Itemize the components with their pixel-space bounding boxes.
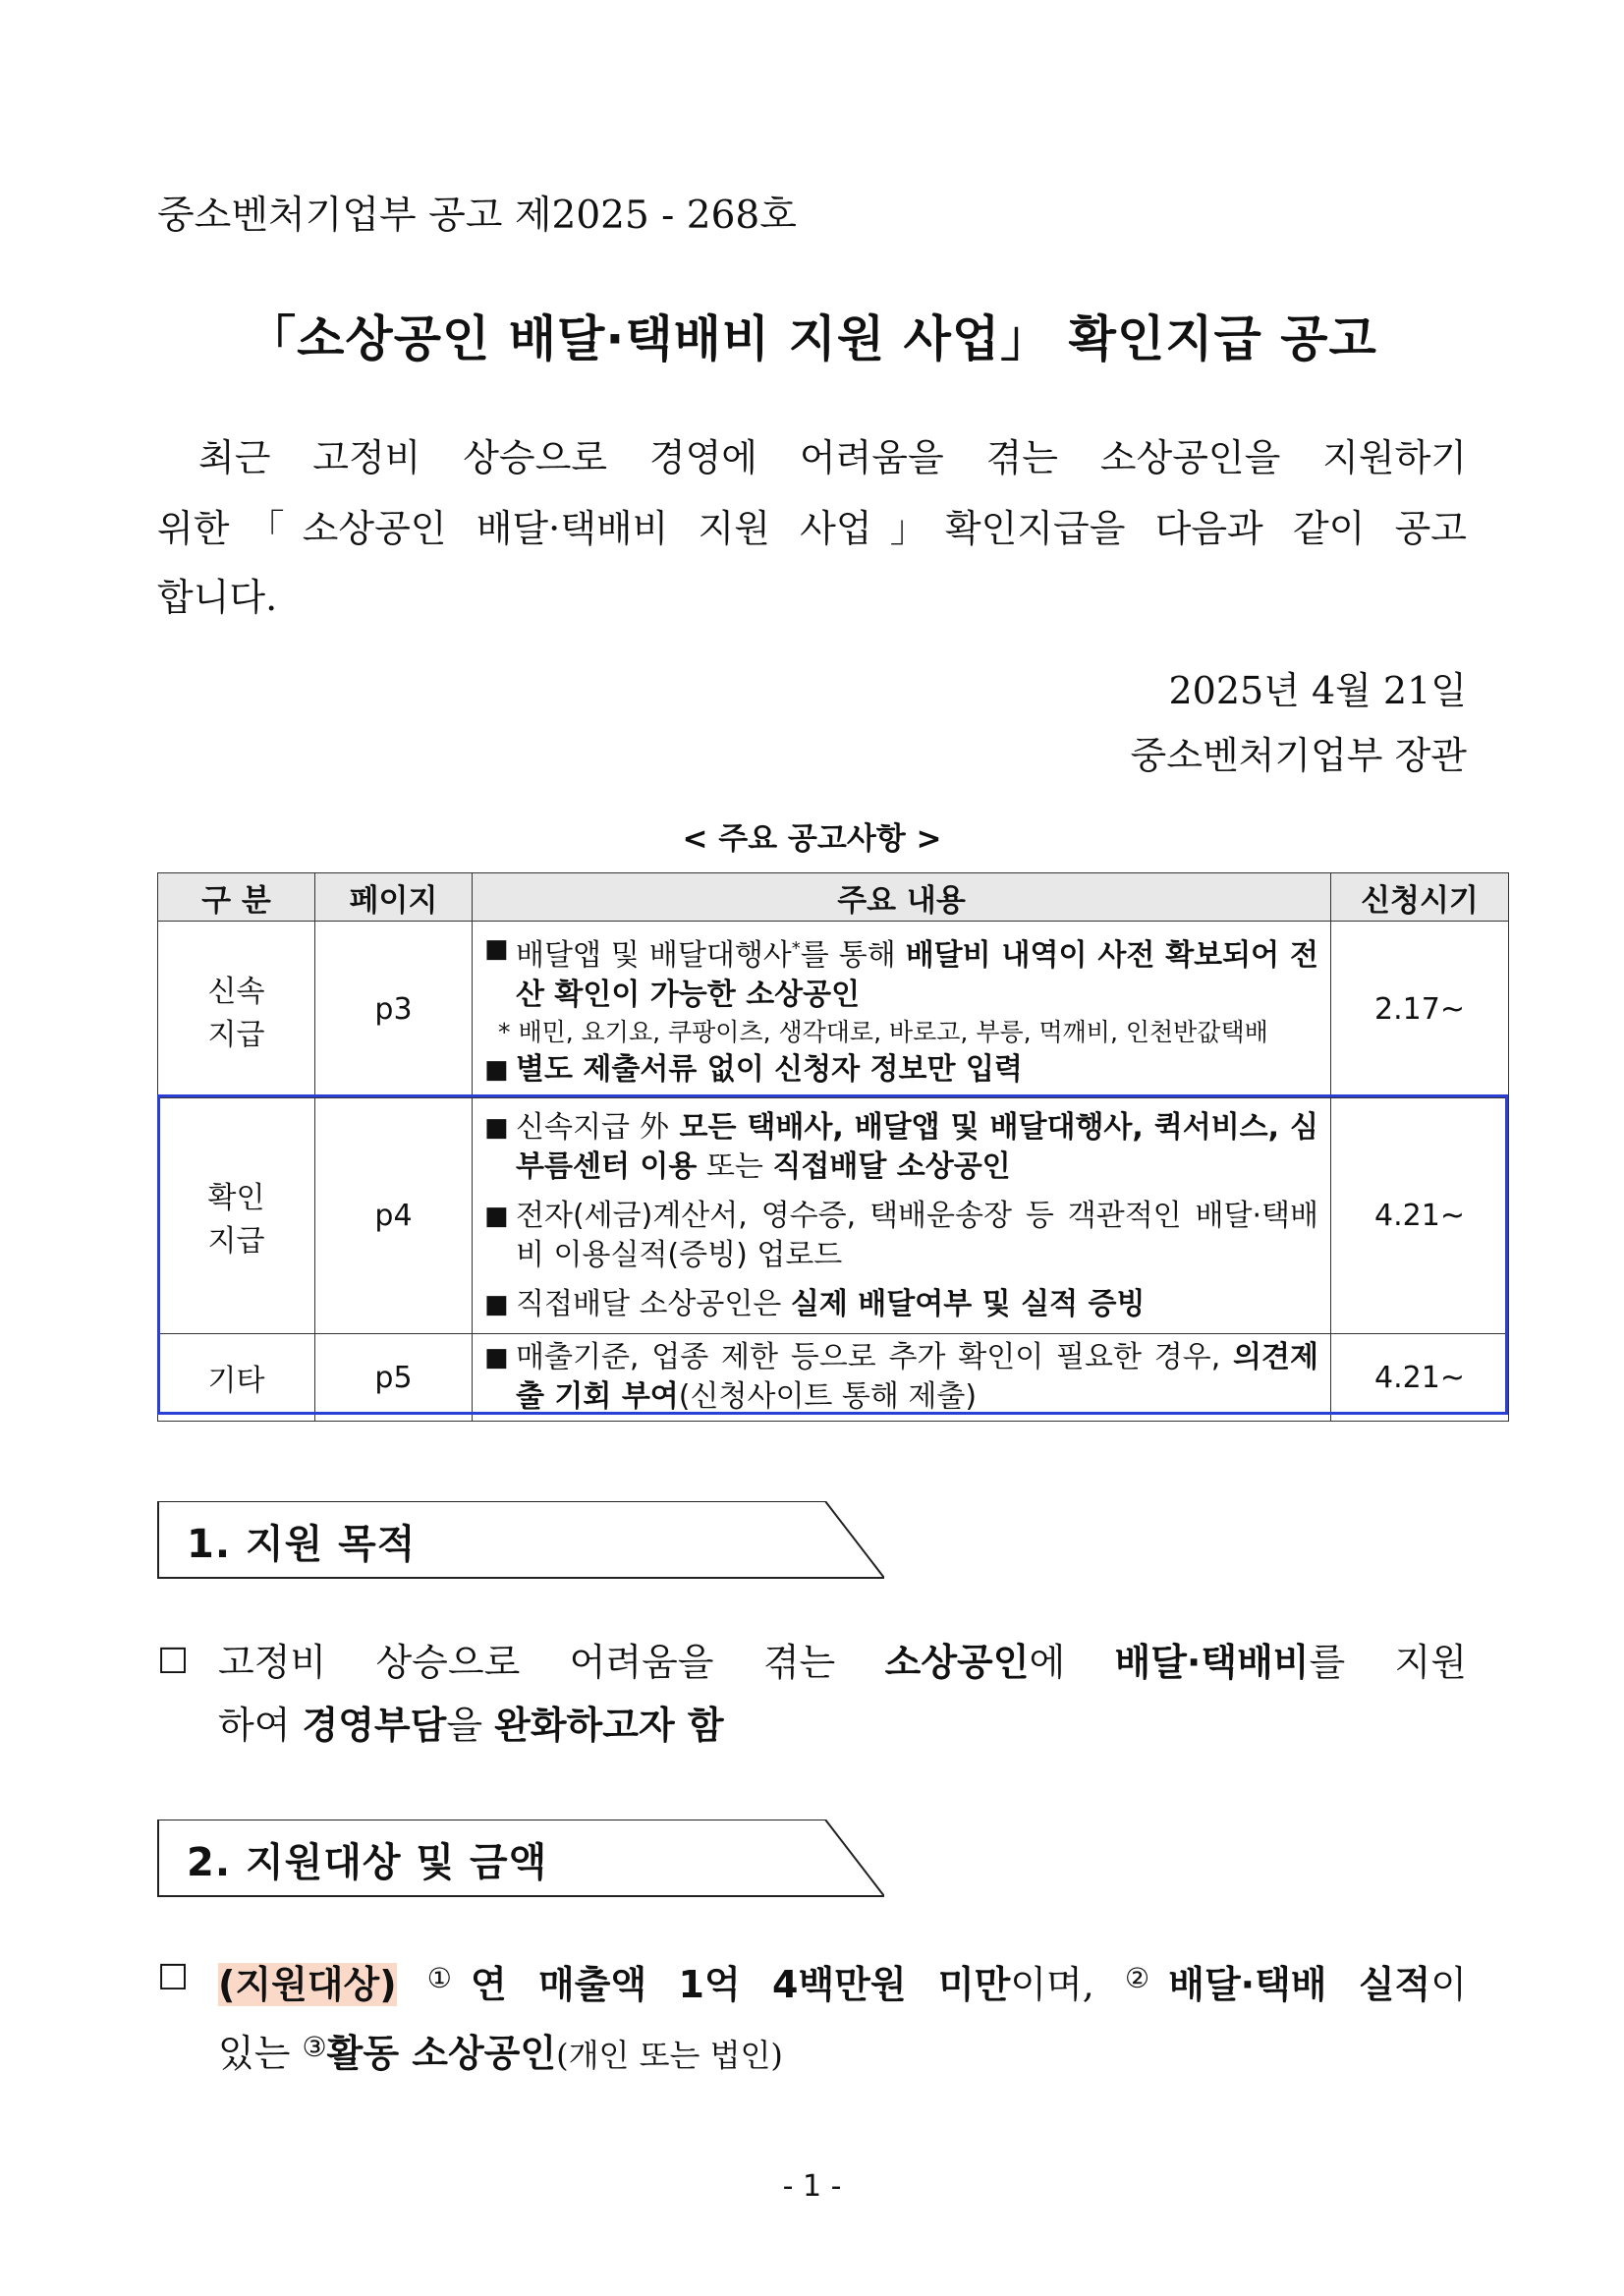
checkbox-square-icon: ☐ bbox=[157, 1642, 190, 1682]
footnote-text: * 배민, 요기요, 쿠팡이츠, 생각대로, 바로고, 부릉, 먹깨비, 인천반값택배 bbox=[498, 1018, 1268, 1046]
notice-date: 2025년 4월 21일 bbox=[1168, 669, 1467, 712]
bullet-square-icon: ■ bbox=[484, 1201, 509, 1231]
table-header-page: 페이지 bbox=[315, 873, 473, 922]
circled-number: ③ bbox=[302, 2031, 327, 2063]
issuer: 중소벤처기업부 장관 bbox=[1130, 734, 1467, 777]
row-category bbox=[158, 1098, 315, 1334]
table-header-row bbox=[158, 873, 1509, 922]
bold-span: 연 매출액 1억 4백만원 미만 bbox=[471, 1963, 1011, 2006]
row-content bbox=[473, 922, 1331, 1098]
row-category: 기타 bbox=[158, 1334, 315, 1422]
row-period: 4.21~ bbox=[1331, 1098, 1509, 1334]
bold-span: 경영부담 bbox=[302, 1704, 447, 1747]
table-row bbox=[158, 922, 1509, 1098]
row-period: 2.17~ bbox=[1331, 922, 1509, 1098]
text-span: 매출기준, 업종 제한 등으로 추가 확인이 필요한 경우, bbox=[516, 1340, 1234, 1374]
bold-span: 실제 배달여부 및 실적 증빙 bbox=[790, 1286, 1146, 1321]
content-bullet bbox=[484, 929, 1318, 1015]
category-line: 지급 bbox=[207, 1223, 265, 1259]
bold-span: 배달·택배 실적 bbox=[1168, 1963, 1431, 2006]
bullet-square-icon: ■ bbox=[484, 1112, 509, 1143]
text-span: (신청사이트 통해 제출) bbox=[678, 1379, 978, 1414]
bullet-text bbox=[516, 1108, 1318, 1187]
category-line: 확인 bbox=[207, 1180, 265, 1215]
text-span: 이며, bbox=[1010, 1963, 1126, 2006]
text-span: (개인 또는 법인) bbox=[556, 2037, 783, 2074]
intro-line-2: 위한「소상공인 배달·택배비 지원 사업」확인지급을 다음과 같이 공고 bbox=[157, 507, 1467, 550]
table-header-period: 신청시기 bbox=[1331, 873, 1509, 922]
bold-span: 완화하고자 함 bbox=[494, 1704, 724, 1747]
text-span: 신속지급 外 bbox=[516, 1109, 680, 1145]
text-span: 또는 bbox=[697, 1148, 773, 1184]
bullet-text: 별도 제출서류 없이 신청자 정보만 입력 bbox=[516, 1052, 1023, 1087]
text-span: 하여 bbox=[218, 1704, 303, 1747]
row-period: 4.21~ bbox=[1331, 1334, 1509, 1422]
content-bullet bbox=[484, 1285, 1318, 1324]
paragraph-line bbox=[157, 1694, 1467, 1757]
section-title: 2. 지원대상 및 금액 bbox=[187, 1840, 548, 1885]
row-content bbox=[473, 1098, 1331, 1334]
text-span: 를 통해 bbox=[800, 938, 906, 973]
paragraph-line bbox=[218, 1947, 1467, 2016]
bullet-text bbox=[516, 1285, 1318, 1324]
bullet-square-icon: ■ bbox=[484, 934, 509, 964]
section-2-paragraph bbox=[157, 1947, 1467, 2087]
text-span: 직접배달 소상공인은 bbox=[516, 1286, 791, 1321]
page-title: 「소상공인 배달·택배비 지원 사업」 확인지급 공고 bbox=[247, 310, 1377, 367]
checkbox-square-icon: ☐ bbox=[157, 1958, 190, 1998]
text-span: 를 지원 bbox=[1309, 1641, 1467, 1684]
row-page: p5 bbox=[315, 1334, 473, 1422]
circled-number: ① bbox=[426, 1962, 471, 1994]
section-title: 1. 지원 목적 bbox=[187, 1522, 417, 1567]
table-row bbox=[158, 1098, 1509, 1334]
category-line: 신속 bbox=[207, 974, 265, 1009]
table-header-category: 구 분 bbox=[158, 873, 315, 922]
text-span: 이 bbox=[1430, 1963, 1467, 2006]
bullet-text bbox=[516, 929, 1318, 1015]
text-span: 있는 bbox=[218, 2032, 303, 2075]
intro-line-1: 최근 고정비 상승으로 경영에 어려움을 겪는 소상공인을 지원하기 bbox=[198, 436, 1467, 479]
text-span: 고정비 상승으로 어려움을 겪는 bbox=[218, 1641, 885, 1684]
bold-span: 배달비 내역이 사전 확보되어 전산 확인이 가능한 소상공인 bbox=[516, 938, 1318, 1012]
row-page: p4 bbox=[315, 1098, 473, 1334]
bullet-square-icon: ■ bbox=[484, 1343, 509, 1372]
bold-span: 배달·택배비 bbox=[1114, 1641, 1310, 1684]
page-number: - 1 - bbox=[782, 2169, 842, 2204]
bold-span: 모든 택배사, 배달앱 및 배달대행사, 퀵서비스, 심부름센터 이용 bbox=[516, 1109, 1318, 1184]
circled-number: ② bbox=[1125, 1962, 1169, 1994]
notice-number: 중소벤처기업부 공고 제2025 - 268호 bbox=[157, 194, 797, 238]
section-heading bbox=[157, 1501, 884, 1580]
bold-span: 의견제출 기회 부여 bbox=[516, 1340, 1318, 1414]
notice-summary-table bbox=[157, 872, 1509, 1422]
content-bullet bbox=[484, 1050, 1318, 1090]
text-span: 에 bbox=[1029, 1641, 1115, 1684]
paragraph-line bbox=[157, 2016, 1467, 2087]
bold-span: 직접배달 소상공인 bbox=[772, 1148, 1011, 1184]
row-category bbox=[158, 922, 315, 1098]
bold-span: 소상공인 bbox=[884, 1641, 1030, 1684]
category-line: 지급 bbox=[207, 1017, 265, 1052]
content-bullet bbox=[484, 1197, 1318, 1275]
highlight-label: (지원대상) bbox=[218, 1963, 397, 2006]
section-heading bbox=[157, 1820, 884, 1898]
table-caption: < 주요 공고사항 > bbox=[682, 821, 942, 857]
text-span: 을 bbox=[446, 1704, 495, 1747]
bullet-square-icon: ■ bbox=[484, 1055, 509, 1085]
text-span: 배달앱 및 배달대행사 bbox=[516, 938, 792, 973]
content-bullet bbox=[484, 1338, 1318, 1417]
content-bullet bbox=[484, 1108, 1318, 1187]
paragraph-line bbox=[218, 1631, 1467, 1694]
intro-line-3: 합니다. bbox=[157, 576, 278, 619]
section-1-paragraph bbox=[157, 1631, 1467, 1757]
row-page: p3 bbox=[315, 922, 473, 1098]
table-header-content: 주요 내용 bbox=[473, 873, 1331, 922]
bullet-square-icon: ■ bbox=[484, 1289, 509, 1319]
row-content bbox=[473, 1334, 1331, 1422]
bullet-text: 전자(세금)계산서, 영수증, 택배운송장 등 객관적인 배달·택배비 이용실적(증빙) 업로드 bbox=[516, 1198, 1318, 1272]
table-row bbox=[158, 1334, 1509, 1422]
bullet-text bbox=[516, 1338, 1318, 1417]
bold-span: 활동 소상공인 bbox=[326, 2032, 557, 2075]
footnote-mark: * bbox=[791, 938, 801, 959]
